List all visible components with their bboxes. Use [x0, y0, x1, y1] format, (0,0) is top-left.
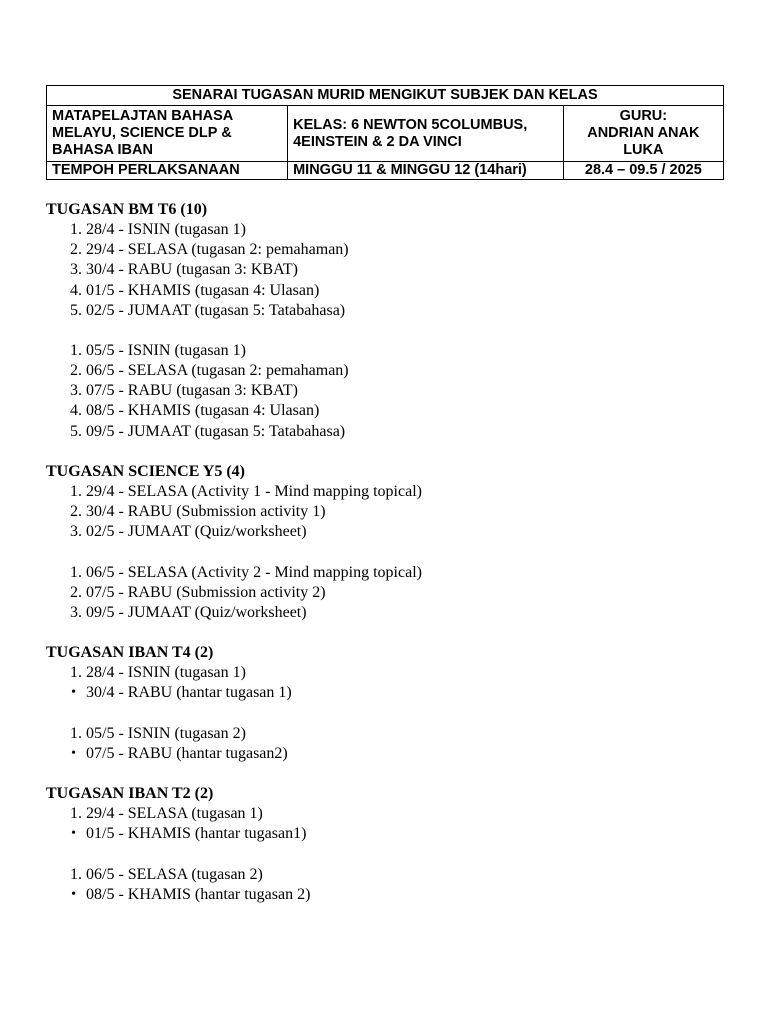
bm-week2-list [46, 341, 736, 442]
subject-line: MELAYU, SCIENCE DLP & [52, 125, 232, 141]
iban-t4-week1-list [46, 663, 736, 703]
list-item-text: 09/5 - JUMAAT (tugasan 5: Tatabahasa) [86, 422, 346, 440]
bullet-icon: • [71, 685, 76, 701]
document-title: SENARAI TUGASAN MURID MENGIKUT SUBJEK DAN KELAS [47, 86, 724, 106]
list-marker: 1. [70, 341, 82, 359]
list-marker: 2. [70, 362, 82, 380]
list-item [46, 240, 736, 260]
list-item [46, 381, 736, 401]
spacer [46, 442, 736, 462]
list-item [46, 744, 736, 764]
list-marker: 5. [70, 422, 82, 440]
list-item-text: 08/5 - KHAMIS (tugasan 4: Ulasan) [86, 402, 320, 420]
list-marker: 3. [70, 603, 82, 621]
bm-week1-list [46, 220, 736, 321]
list-item-text: 05/5 - ISNIN (tugasan 2) [86, 724, 246, 742]
spacer [46, 704, 736, 724]
iban-t2-week2-list [46, 865, 736, 905]
list-item-text: 30/4 - RABU (Submission activity 1) [86, 503, 326, 521]
subject-line: BAHASA IBAN [52, 142, 153, 158]
header-title-row [47, 86, 724, 106]
teacher-name: ANDRIAN ANAK [587, 125, 700, 141]
spacer [46, 321, 736, 341]
teacher-cell [563, 106, 723, 162]
list-item-text: 01/5 - KHAMIS (tugasan 4: Ulasan) [86, 281, 320, 299]
list-item-text: 09/5 - JUMAAT (Quiz/worksheet) [86, 603, 307, 621]
spacer [46, 623, 736, 643]
spacer [46, 764, 736, 784]
section-title-iban-t2: TUGASAN IBAN T2 (2) [46, 785, 214, 803]
list-item-text: 29/4 - SELASA (tugasan 1) [86, 805, 263, 823]
class-line: KELAS: 6 NEWTON 5COLUMBUS, [293, 116, 528, 133]
list-item-text: 08/5 - KHAMIS (hantar tugasan 2) [86, 885, 311, 903]
dates-cell: 28.4 – 09.5 / 2025 [563, 162, 723, 180]
teacher-label: GURU: [619, 108, 668, 124]
section-title-iban-t4: TUGASAN IBAN T4 (2) [46, 644, 214, 662]
list-marker: 1. [70, 724, 82, 742]
list-item-text: 29/4 - SELASA (tugasan 2: pemahaman) [86, 241, 349, 259]
list-item [46, 422, 736, 442]
assignment-list [46, 200, 736, 905]
list-marker: 1. [70, 563, 82, 581]
list-marker: 4. [70, 281, 82, 299]
spacer [46, 542, 736, 562]
list-item-text: 01/5 - KHAMIS (hantar tugasan1) [86, 825, 307, 843]
list-item-text: 30/4 - RABU (hantar tugasan 1) [86, 684, 292, 702]
list-item-text: 28/4 - ISNIN (tugasan 1) [86, 664, 246, 682]
science-week2-list [46, 563, 736, 623]
list-item-text: 02/5 - JUMAAT (Quiz/worksheet) [86, 523, 307, 541]
list-item [46, 341, 736, 361]
header-period-row [47, 162, 724, 180]
list-marker: 1. [70, 664, 82, 682]
list-item [46, 885, 736, 905]
list-item [46, 804, 736, 824]
list-marker: 3. [70, 523, 82, 541]
list-item-text: 07/5 - RABU (tugasan 3: KBAT) [86, 382, 298, 400]
list-item [46, 502, 736, 522]
list-marker: 2. [70, 503, 82, 521]
teacher-name: LUKA [623, 142, 664, 158]
period-label: TEMPOH PERLAKSANAAN [47, 162, 288, 180]
class-line: 4EINSTEIN & 2 DA VINCI [293, 133, 462, 150]
section-title-science: TUGASAN SCIENCE Y5 (4) [46, 462, 245, 480]
list-marker: 3. [70, 261, 82, 279]
subject-line: MATAPELAJTAN BAHASA [52, 108, 234, 124]
section-title-bm: TUGASAN BM T6 (10) [46, 201, 208, 218]
list-item-text: 28/4 - ISNIN (tugasan 1) [86, 221, 246, 239]
list-item [46, 361, 736, 381]
list-marker: 5. [70, 301, 82, 319]
list-item [46, 683, 736, 703]
list-item-text: 06/5 - SELASA (Activity 2 - Mind mapping topical) [86, 563, 422, 581]
header-info-row [47, 106, 724, 162]
list-item [46, 663, 736, 683]
iban-t4-week2-list [46, 724, 736, 764]
list-marker: 4. [70, 402, 82, 420]
list-item-text: 07/5 - RABU (hantar tugasan2) [86, 744, 288, 762]
list-item [46, 603, 736, 623]
subject-cell [47, 106, 288, 162]
science-week1-list [46, 482, 736, 542]
list-item [46, 301, 736, 321]
list-item [46, 865, 736, 885]
list-item [46, 824, 736, 844]
list-item [46, 563, 736, 583]
list-item [46, 401, 736, 421]
iban-t2-week1-list [46, 804, 736, 844]
list-item-text: 29/4 - SELASA (Activity 1 - Mind mapping topical) [86, 482, 422, 500]
list-marker: 1. [70, 482, 82, 500]
list-item [46, 220, 736, 240]
list-item [46, 583, 736, 603]
class-cell [288, 106, 564, 162]
list-item [46, 522, 736, 542]
list-marker: 2. [70, 241, 82, 259]
list-item [46, 281, 736, 301]
list-marker: 1. [70, 221, 82, 239]
list-marker: 2. [70, 583, 82, 601]
bullet-icon: • [71, 745, 76, 761]
list-item-text: 06/5 - SELASA (tugasan 2: pemahaman) [86, 362, 349, 380]
list-item [46, 724, 736, 744]
list-item-text: 07/5 - RABU (Submission activity 2) [86, 583, 326, 601]
spacer [46, 845, 736, 865]
bullet-icon: • [71, 886, 76, 902]
list-item [46, 260, 736, 280]
list-item-text: 05/5 - ISNIN (tugasan 1) [86, 341, 246, 359]
list-marker: 1. [70, 805, 82, 823]
assignment-header-table [46, 85, 724, 180]
list-item-text: 06/5 - SELASA (tugasan 2) [86, 865, 263, 883]
bullet-icon: • [71, 826, 76, 842]
weeks-cell: MINGGU 11 & MINGGU 12 (14hari) [288, 162, 564, 180]
list-item-text: 30/4 - RABU (tugasan 3: KBAT) [86, 261, 298, 279]
list-marker: 1. [70, 865, 82, 883]
list-item [46, 482, 736, 502]
list-item-text: 02/5 - JUMAAT (tugasan 5: Tatabahasa) [86, 301, 346, 319]
list-marker: 3. [70, 382, 82, 400]
